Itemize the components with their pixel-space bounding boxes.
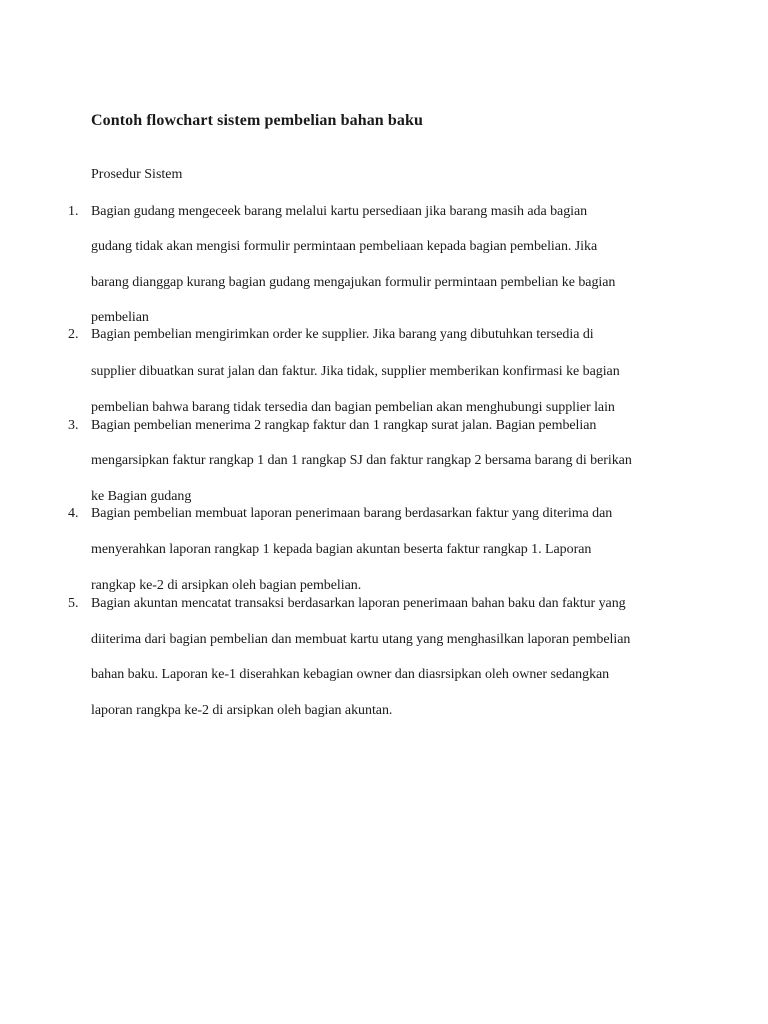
list-item-line: Bagian pembelian mengirimkan order ke supplier. Jika barang yang dibutuhkan tersedia di bbox=[91, 327, 594, 342]
list-item-line: Bagian akuntan mencatat transaksi berdasarkan laporan penerimaan bahan baku dan faktur yang bbox=[91, 596, 626, 611]
list-item-line: barang dianggap kurang bagian gudang mengajukan formulir permintaan pembelian ke bagian bbox=[91, 275, 616, 290]
list-item-line: laporan rangkpa ke-2 di arsipkan oleh bagian akuntan. bbox=[91, 703, 393, 718]
document-title: Contoh flowchart sistem pembelian bahan baku bbox=[91, 112, 424, 129]
list-item-line: Bagian pembelian menerima 2 rangkap faktur dan 1 rangkap surat jalan. Bagian pembelian bbox=[91, 418, 597, 433]
list-item-number: 3. bbox=[68, 418, 79, 433]
list-item-line: Bagian gudang mengeceek barang melalui kartu persediaan jika barang masih ada bagian bbox=[91, 204, 588, 219]
list-item-number: 4. bbox=[68, 506, 79, 521]
list-item-number: 5. bbox=[68, 596, 79, 611]
list-item-number: 2. bbox=[68, 327, 79, 342]
list-item-line: diiterima dari bagian pembelian dan membuat kartu utang yang menghasilkan laporan pembelian bbox=[91, 632, 631, 647]
list-item-number: 1. bbox=[68, 204, 79, 219]
list-item-line: ke Bagian gudang bbox=[91, 489, 192, 504]
list-item-line: pembelian bahwa barang tidak tersedia dan bagian pembelian akan menghubungi supplier lain bbox=[91, 400, 615, 415]
list-item-line: menyerahkan laporan rangkap 1 kepada bagian akuntan beserta faktur rangkap 1. Laporan bbox=[91, 542, 592, 557]
list-item-line: Bagian pembelian membuat laporan penerimaan barang berdasarkan faktur yang diterima dan bbox=[91, 506, 613, 521]
list-item-line: mengarsipkan faktur rangkap 1 dan 1 rangkap SJ dan faktur rangkap 2 bersama barang di berikan bbox=[91, 453, 632, 468]
section-heading: Prosedur Sistem bbox=[91, 167, 183, 182]
list-item-line: supplier dibuatkan surat jalan dan faktur. Jika tidak, supplier memberikan konfirmasi ke bagian bbox=[91, 364, 620, 379]
list-item-line: pembelian bbox=[91, 310, 149, 325]
list-item-line: bahan baku. Laporan ke-1 diserahkan kebagian owner dan diasrsipkan oleh owner sedangkan bbox=[91, 667, 610, 682]
list-item-line: rangkap ke-2 di arsipkan oleh bagian pembelian. bbox=[91, 578, 362, 593]
list-item-line: gudang tidak akan mengisi formulir permintaan pembeliaan kepada bagian pembelian. Jika bbox=[91, 239, 598, 254]
